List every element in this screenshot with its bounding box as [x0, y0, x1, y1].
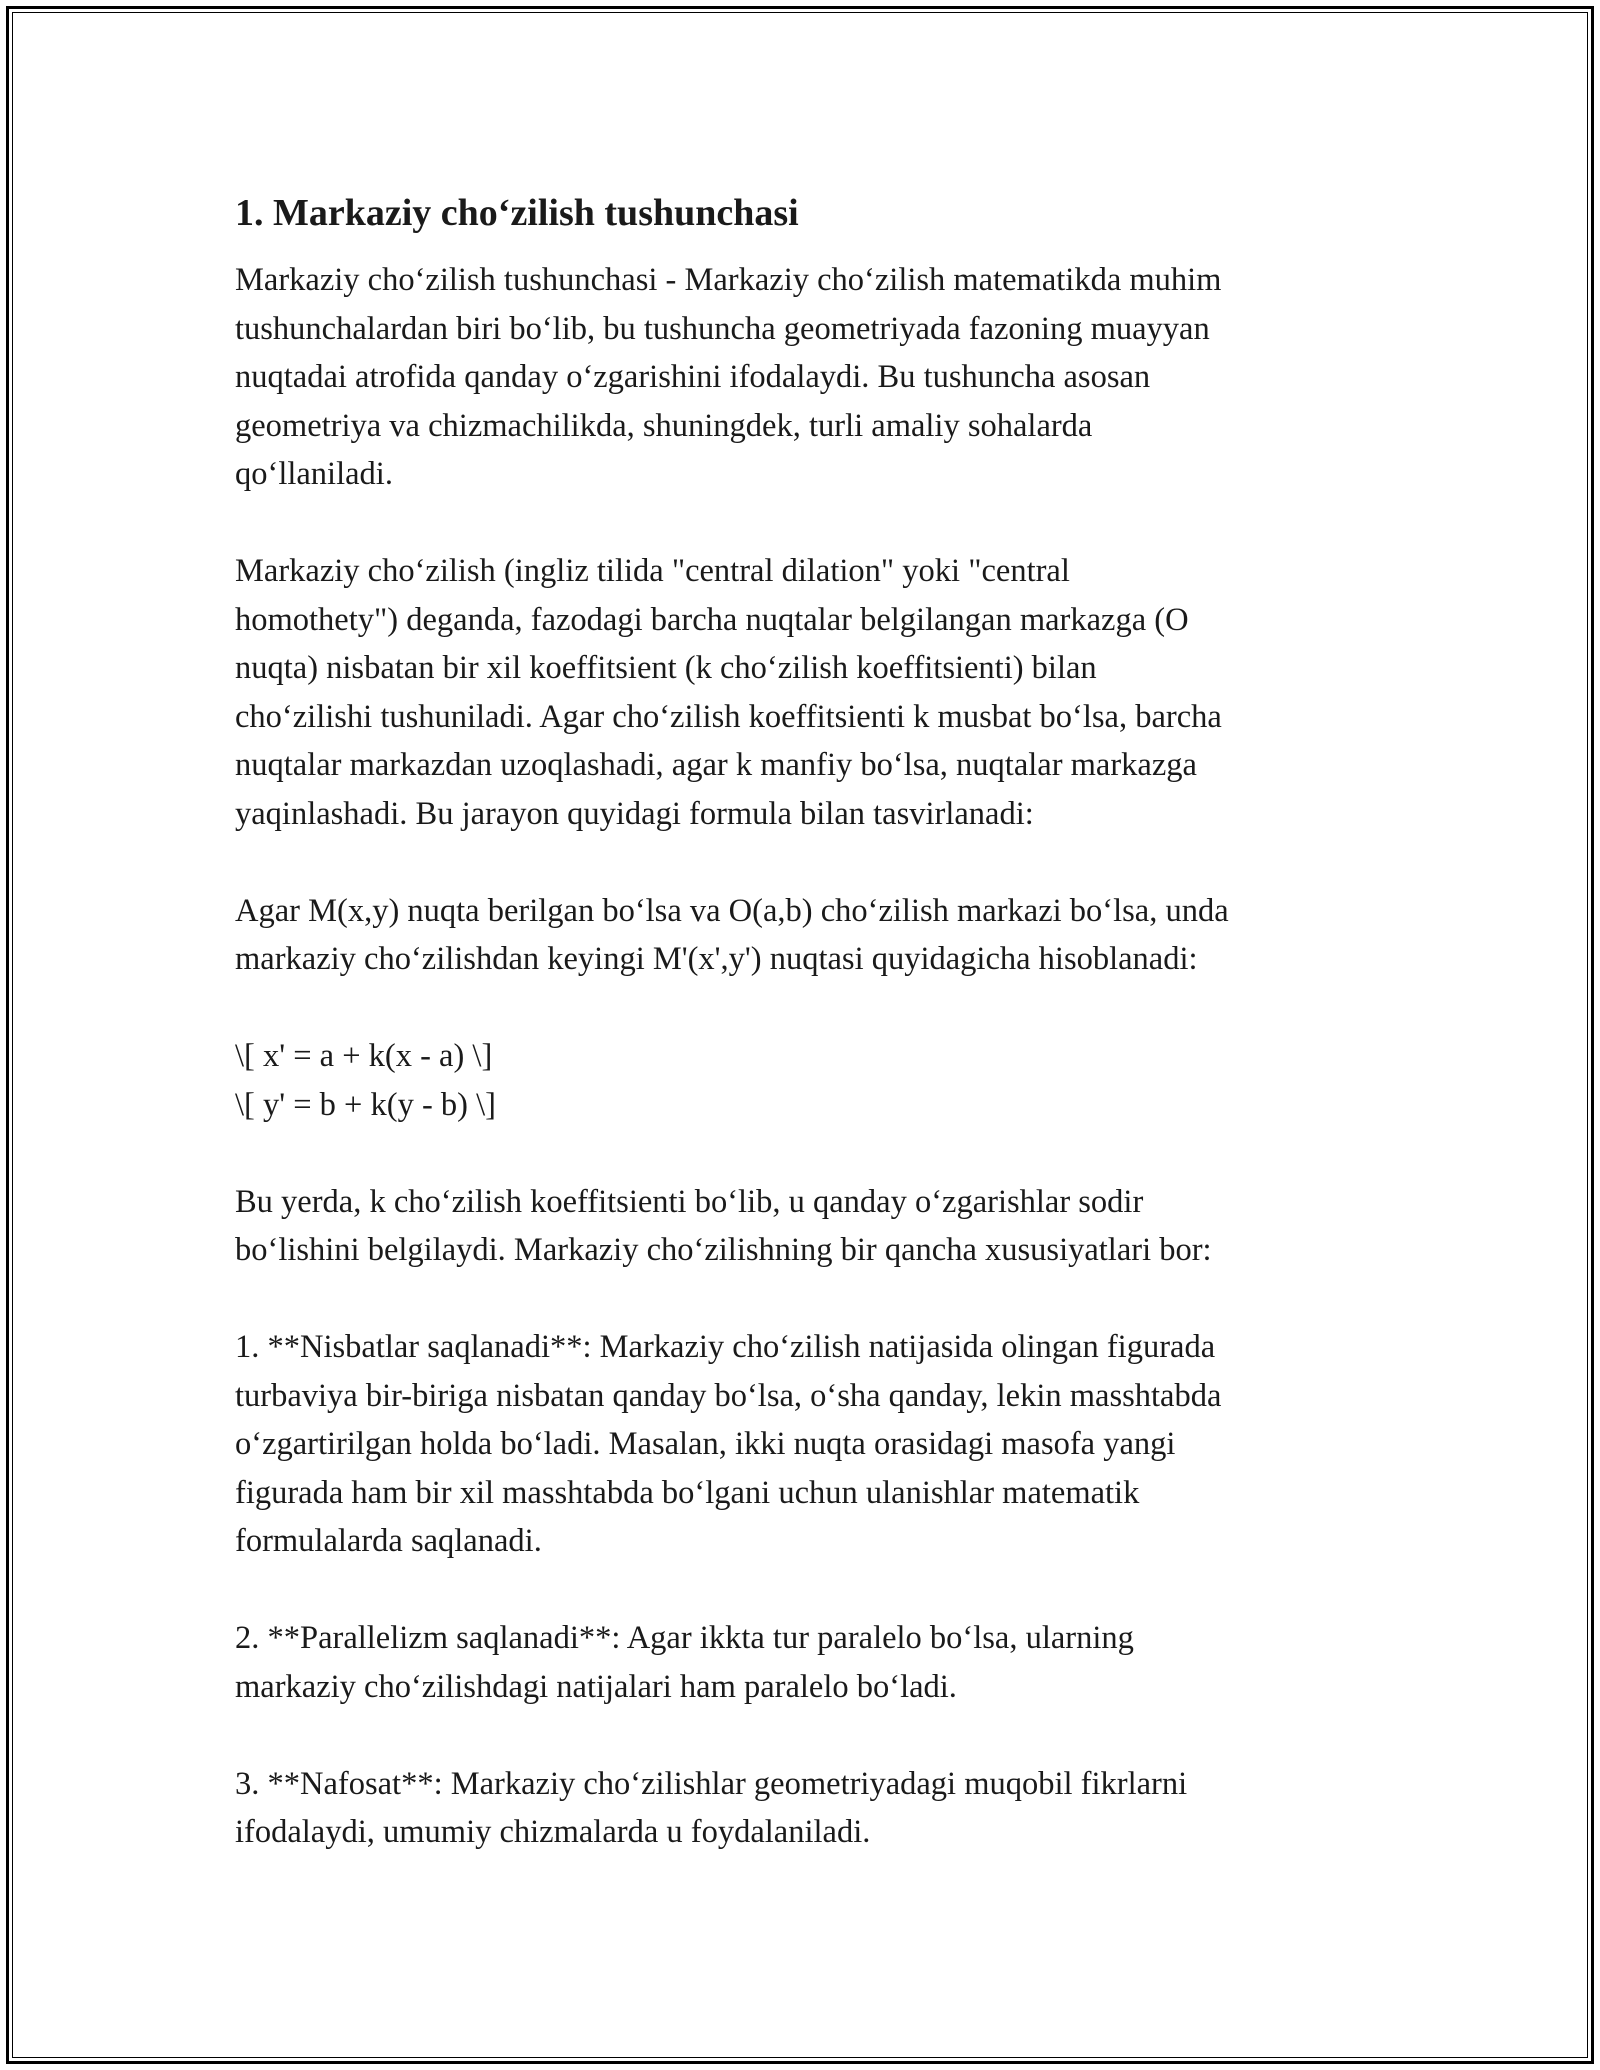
- text-line: turbaviya bir-biriga nisbatan qanday bo‘lsa, o‘sha qanday, lekin masshtabda: [235, 1377, 1222, 1414]
- formula-line-x: \[ x' = a + k(x - a) \]: [235, 1038, 493, 1074]
- text-line: nuqtadai atrofida qanday o‘zgarishini ifodalaydi. Bu tushuncha asosan: [235, 359, 1151, 395]
- text-line: geometriya va chizmachilikda, shuningdek, turli amaliy sohalarda: [235, 407, 1093, 444]
- text-line: 3. **Nafosat**: Markaziy cho‘zilishlar geometriyadagi muqobil fikrlarni: [235, 1765, 1188, 1802]
- text-line: 1. **Nisbatlar saqlanadi**: Markaziy cho‘zilish natijasida olingan figurada: [235, 1329, 1216, 1365]
- text-line: qo‘llaniladi.: [235, 456, 393, 492]
- text-line: Bu yerda, k cho‘zilish koeffitsienti bo‘lib, u qanday o‘zgarishlar sodir: [235, 1183, 1144, 1220]
- text-line: figurada ham bir xil masshtabda bo‘lgani uchun ulanishlar matematik: [235, 1474, 1140, 1511]
- paragraph-explanation: [235, 1178, 1375, 1275]
- text-line: Markaziy cho‘zilish tushunchasi - Markaziy cho‘zilish matematikda muhim: [235, 262, 1222, 298]
- text-line: formulalarda saqlanadi.: [235, 1523, 542, 1559]
- text-line: 2. **Parallelizm saqlanadi**: Agar ikkta tur paralelo bo‘lsa, ularning: [235, 1620, 1134, 1656]
- text-line: Markaziy cho‘zilish (ingliz tilida "central dilation" yoki "central: [235, 553, 1070, 589]
- text-line: markaziy cho‘zilishdagi natijalari ham paralelo bo‘ladi.: [235, 1668, 957, 1705]
- list-item-ratios: [235, 1323, 1375, 1566]
- text-line: yaqinlashadi. Bu jarayon quyidagi formula bilan tasvirlanadi:: [235, 795, 1034, 832]
- document-body: [235, 184, 1375, 1905]
- text-line: markaziy cho‘zilishdan keyingi M'(x',y') nuqtasi quyidagicha hisoblanadi:: [235, 941, 1198, 977]
- text-line: tushunchalardan biri bo‘lib, bu tushuncha geometriyada fazoning muayyan: [235, 310, 1210, 347]
- text-line: nuqtalar markazdan uzoqlashadi, agar k manfiy bo‘lsa, nuqtalar markazga: [235, 747, 1197, 783]
- list-item-elegance: [235, 1760, 1375, 1857]
- text-line: homothety") deganda, fazodagi barcha nuqtalar belgilangan markazga (O: [235, 601, 1189, 638]
- formula-line-y: \[ y' = b + k(y - b) \]: [235, 1086, 496, 1123]
- paragraph-formula: [235, 1032, 1375, 1129]
- text-line: nuqta) nisbatan bir xil koeffitsient (k cho‘zilish koeffitsienti) bilan: [235, 650, 1097, 686]
- paragraph-intro: [235, 256, 1375, 499]
- page-title: 1. Markaziy cho‘zilish tushunchasi: [235, 192, 799, 234]
- list-item-parallelism: [235, 1614, 1375, 1711]
- paragraph-condition: [235, 887, 1375, 984]
- text-line: ifodalaydi, umumiy chizmalarda u foydalaniladi.: [235, 1814, 871, 1850]
- paragraph-definition: [235, 547, 1375, 838]
- text-line: o‘zgartirilgan holda bo‘ladi. Masalan, ikki nuqta orasidagi masofa yangi: [235, 1426, 1176, 1462]
- text-line: Agar M(x,y) nuqta berilgan bo‘lsa va O(a,b) cho‘zilish markazi bo‘lsa, unda: [235, 892, 1229, 929]
- text-line: cho‘zilishi tushuniladi. Agar cho‘zilish koeffitsienti k musbat bo‘lsa, barcha: [235, 698, 1222, 735]
- text-line: bo‘lishini belgilaydi. Markaziy cho‘zilishning bir qancha xususiyatlari bor:: [235, 1232, 1212, 1268]
